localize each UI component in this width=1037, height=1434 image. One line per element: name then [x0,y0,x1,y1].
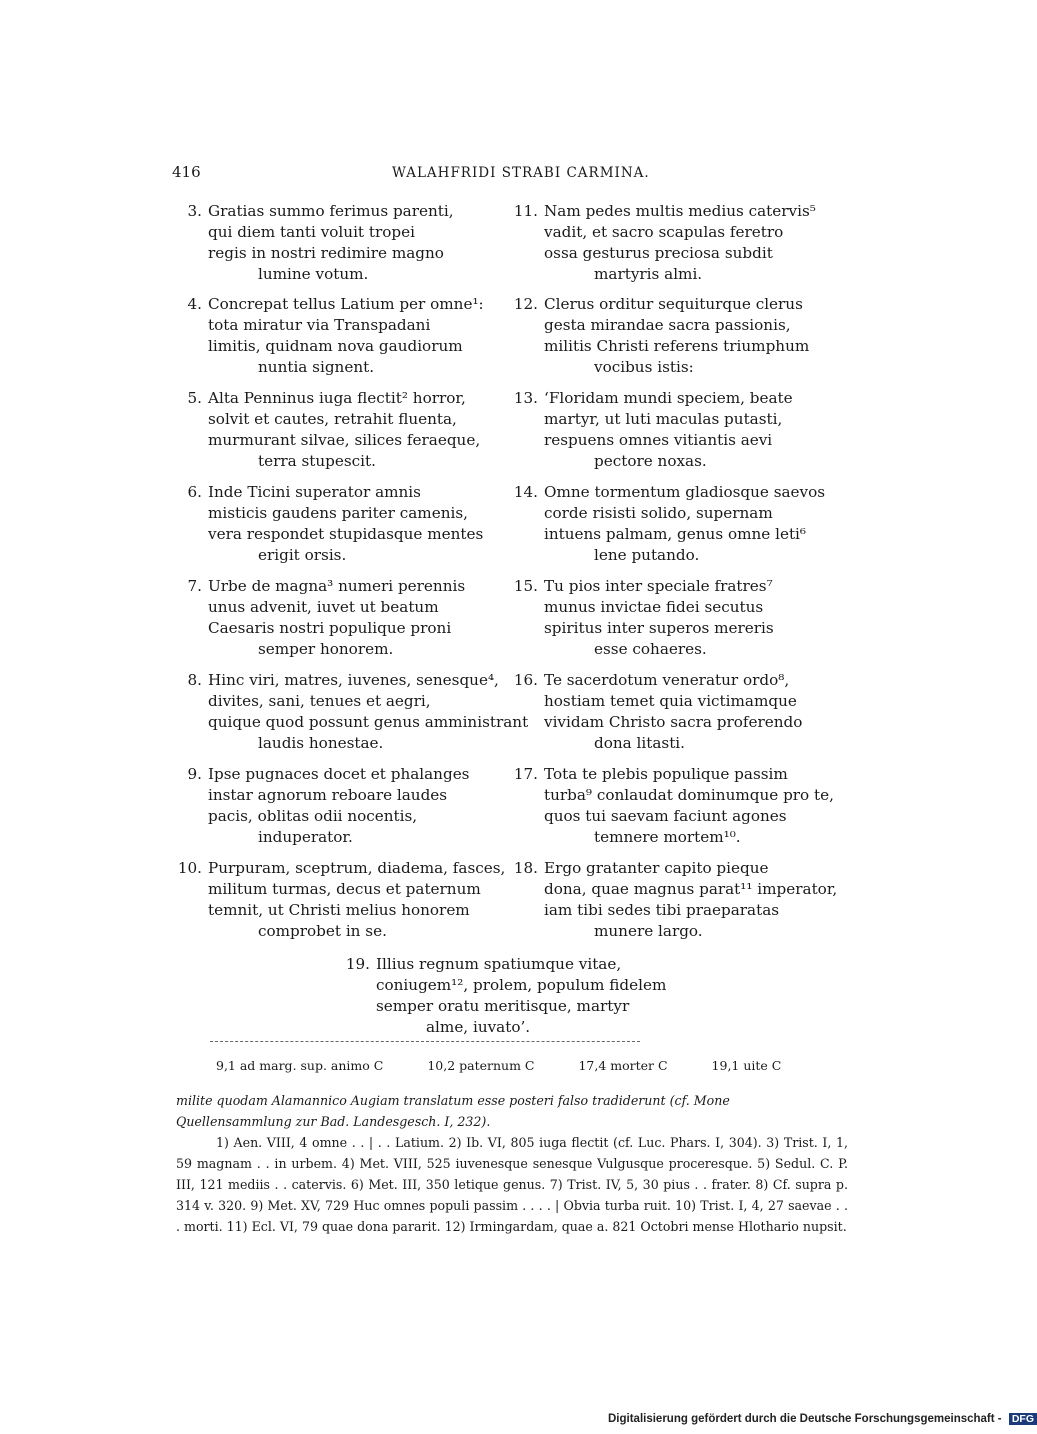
stanza-17 [504,764,834,848]
verse-line: vera respondet stupidasque mentes [208,525,484,543]
verse-line: Caesaris nostri populique proni [208,619,452,637]
stanza-16 [504,670,802,754]
verse-line: alme, iuvato’. [426,1018,531,1036]
stanza-10 [168,858,505,942]
verse-line: Concrepat tellus Latium per omne¹: [208,295,484,313]
stanza-number: 10. [177,859,202,877]
verse-line: lumine votum. [258,265,369,283]
verse-line: Purpuram, sceptrum, diadema, fasces, [208,859,506,877]
apparatus-entry: 19,1 uite C [711,1058,782,1073]
verse-line: intuens palmam, genus omne leti⁶ [544,525,806,543]
verse-line: qui diem tanti voluit tropei [208,223,415,241]
footnotes-block [176,1090,848,1237]
verse-line: vividam Christo sacra proferendo [544,713,803,731]
stanza-3 [168,201,454,285]
stanza-number: 12. [513,295,538,313]
verse-line: ossa gesturus preciosa subdit [544,244,773,262]
stanza-7 [168,576,465,660]
stanza-number: 4. [187,295,202,313]
stanza-14 [504,482,825,566]
verse-line: munere largo. [594,922,703,940]
stanza-4 [168,294,484,378]
running-title: WALAHFRIDI STRABI CARMINA. [392,165,650,181]
verse-line: unus advenit, iuvet ut beatum [208,598,439,616]
verse-line: militum turmas, decus et paternum [208,880,481,898]
verse-line: solvit et cautes, retrahit fluenta, [208,410,457,428]
verse-line: induperator. [258,828,353,846]
stanza-6 [168,482,483,566]
verse-line: comprobet in se. [258,922,387,940]
verse-line: spiritus inter superos mereris [544,619,774,637]
verse-line: misticis gaudens pariter camenis, [208,504,468,522]
verse-line: Illius regnum spatiumque vitae, [376,955,622,973]
stanza-19 [336,954,666,1038]
critical-apparatus [216,1058,821,1073]
verse-line: Tota te plebis populique passim [544,765,788,783]
verse-line: iam tibi sedes tibi praeparatas [544,901,780,919]
verse-line: Gratias summo ferimus parenti, [208,202,454,220]
verse-line: dona litasti. [594,734,685,752]
verse-line: Clerus orditur sequiturque clerus [544,295,803,313]
apparatus-entry: 9,1 ad marg. sup. animo C [216,1058,384,1073]
verse-line: tota miratur via Transpadani [208,316,431,334]
verse-line: gesta mirandae sacra passionis, [544,316,791,334]
stanza-13 [504,388,793,472]
verse-line: quos tui saevam faciunt agones [544,807,787,825]
stanza-number: 3. [187,202,202,220]
verse-line: erigit orsis. [258,546,347,564]
stanza-number: 9. [187,765,202,783]
stanza-number: 17. [513,765,538,783]
verse-line: corde risisti solido, supernam [544,504,773,522]
page-number: 416 [172,163,201,181]
stanza-11 [504,201,816,285]
verse-line: Inde Ticini superator amnis [208,483,421,501]
verse-line: munus invictae fidei secutus [544,598,764,616]
stanza-number: 6. [187,483,202,501]
verse-line: instar agnorum reboare laudes [208,786,448,804]
verse-line: quique quod possunt genus amministrant [208,713,529,731]
verse-line: regis in nostri redimire magno [208,244,444,262]
verse-line: semper oratu meritisque, martyr [376,997,630,1015]
verse-line: vocibus istis: [594,358,694,376]
verse-line: Alta Penninus iuga flectit² horror, [208,389,466,407]
verse-line: Ergo gratanter capito pieque [544,859,769,877]
verse-line: nuntia signent. [258,358,375,376]
stanza-number: 5. [187,389,202,407]
stanza-12 [504,294,809,378]
verse-line: laudis honestae. [258,734,384,752]
verse-line: ‘Floridam mundi speciem, beate [544,389,793,407]
verse-line: esse cohaeres. [594,640,707,658]
verse-line: Ipse pugnaces docet et phalanges [208,765,470,783]
verse-line: respuens omnes vitiantis aevi [544,431,773,449]
stanza-number: 11. [513,202,538,220]
verse-line: pectore noxas. [594,452,707,470]
apparatus-entry: 10,2 paternum C [427,1058,535,1073]
stanza-8 [168,670,528,754]
stanza-number: 19. [345,955,370,973]
verse-line: martyr, ut luti maculas putasti, [544,410,783,428]
notes-intro: milite quodam Alamannico Augiam translatum esse posteri falso tradiderunt (cf. Mone Quellensammlung zur Bad. Landesgesch. I, 232). [176,1093,730,1129]
footnotes-list: 1) Aen. VIII, 4 omne . . | . . Latium. 2) Ib. VI, 805 iuga flectit (cf. Luc. Phars. I, 304). 3) Trist. I, 1, 59 magnam . . in urbem. 4) Met. VIII, 525 iuvenesque senesque Vulgusque proceresque. 5) Sedul. C. P. III, 121 mediis . . catervis. 6) Met. III, 350 letique genus. 7) Trist. IV, 5, 30 pius . . frater. 8) Cf. supra p. 314 v. 320. 9) Met. XV, 729 Huc omnes populi passim . . . . | Obvia turba ruit. 10) Trist. I, 4, 27 saevae . . . morti. 11) Ecl. VI, 79 quae dona pararit. 12) Irmingardam, quae a. 821 Octobri mense Hlothario nupsit. [176,1135,848,1234]
stanza-number: 15. [513,577,538,595]
dfg-logo: DFG [1009,1413,1037,1425]
stanza-number: 14. [513,483,538,501]
verse-line: Tu pios inter speciale fratres⁷ [544,577,773,595]
verse-line: hostiam temet quia victimamque [544,692,797,710]
stanza-number: 18. [513,859,538,877]
credit-text: Digitalisierung gefördert durch die Deutsche Forschungsgemeinschaft - [608,1413,1002,1426]
verse-line: Te sacerdotum veneratur ordo⁸, [544,671,790,689]
verse-line: turba⁹ conlaudat dominumque pro te, [544,786,834,804]
digitization-credit [608,1413,1037,1425]
verse-line: terra stupescit. [258,452,376,470]
verse-line: murmurant silvae, silices feraeque, [208,431,481,449]
apparatus-entry: 17,4 morter C [578,1058,668,1073]
verse-line: vadit, et sacro scapulas feretro [544,223,784,241]
verse-line: limitis, quidnam nova gaudiorum [208,337,463,355]
verse-line: temnere mortem¹⁰. [594,828,741,846]
verse-line: Nam pedes multis medius catervis⁵ [544,202,816,220]
verse-line: Urbe de magna³ numeri perennis [208,577,466,595]
verse-line: temnit, ut Christi melius honorem [208,901,470,919]
stanza-15 [504,576,774,660]
stanza-number: 8. [187,671,202,689]
verse-line: divites, sani, tenues et aegri, [208,692,431,710]
stanza-5 [168,388,480,472]
verse-line: lene putando. [594,546,700,564]
stanza-number: 13. [513,389,538,407]
verse-line: Omne tormentum gladiosque saevos [544,483,826,501]
verse-line: dona, quae magnus parat¹¹ imperator, [544,880,838,898]
verse-line: martyris almi. [594,265,703,283]
stanza-number: 16. [513,671,538,689]
stanza-number: 7. [187,577,202,595]
verse-line: militis Christi referens triumphum [544,337,810,355]
stanza-18 [504,858,837,942]
verse-line: semper honorem. [258,640,394,658]
separator-rule [210,1041,640,1042]
verse-line: pacis, oblitas odii nocentis, [208,807,418,825]
stanza-9 [168,764,469,848]
verse-line: Hinc viri, matres, iuvenes, senesque⁴, [208,671,499,689]
verse-line: coniugem¹², prolem, populum fidelem [376,976,667,994]
